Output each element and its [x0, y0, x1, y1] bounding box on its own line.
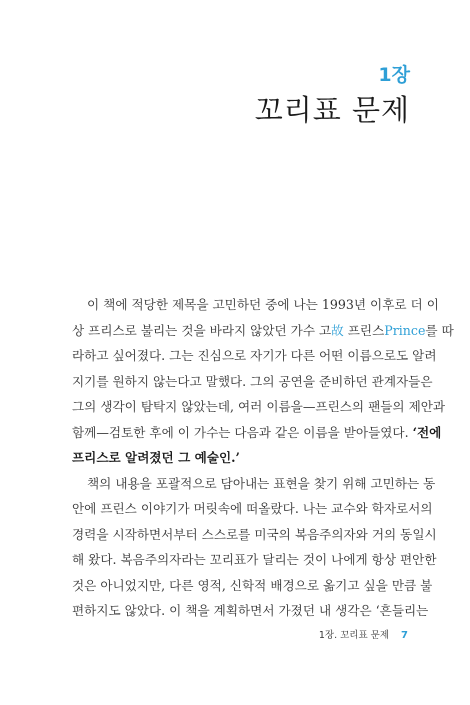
text-segment: 를 따	[425, 322, 454, 338]
text-line	[72, 420, 442, 446]
text-line: 경력을 시작하면서부터 스스로를 미국의 복음주의자와 거의 동일시	[72, 526, 437, 542]
text-line: 지기를 원하지 않는다고 말했다. 그의 공연을 준비하던 관계자들은	[72, 373, 433, 389]
text-line: 안에 프린스 이야기가 머릿속에 떠올랐다. 나는 교수와 학자로서의	[72, 501, 433, 516]
text-segment: 상 프리스로 불리는 것을 바라지 않았던 가수 고	[72, 322, 332, 338]
paragraph-2	[72, 471, 437, 624]
text-line: 편하지도 않았다. 이 책을 계획하면서 가졌던 내 생각은 ‘흔들리는	[72, 603, 429, 618]
latin-annotation: Prince	[384, 322, 426, 338]
hanja-annotation: 故	[331, 322, 344, 338]
paragraph-1	[72, 292, 454, 471]
text-line: 라하고 싶어졌다. 그는 진심으로 자기가 다른 어떤 이름으로도 알려	[72, 348, 437, 363]
text-line: 그의 생각이 탐탁지 않았는데, 여러 이름을—프린스의 팬들의 제안과	[72, 399, 446, 414]
page-number: 7	[401, 630, 408, 641]
text-line	[72, 445, 402, 471]
text-segment: 함께—검토한 후에 이 가수는 다음과 같은 이름을 받아들였다.	[72, 424, 413, 440]
text-line	[72, 318, 454, 344]
chapter-title: 꼬리표 문제	[254, 93, 410, 127]
text-line: 책의 내용을 포괄적으로 담아내는 표현을 찾기 위해 고민하는 동	[87, 475, 436, 491]
running-head: 1장. 꼬리표 문제	[318, 630, 390, 641]
text-line: 해 왔다. 복음주의자라는 꼬리표가 달리는 것이 나에게 항상 편안한	[72, 552, 437, 567]
emphasis-quote: 프리스로 알려졌던 그 예술인.’	[72, 450, 240, 465]
emphasis-quote: ‘전에	[412, 424, 442, 440]
text-line: 것은 아니었지만, 다른 영적, 신학적 배경으로 옮기고 싶을 만큼 불	[72, 577, 433, 593]
body-text	[72, 292, 454, 624]
text-line: 이 책에 적당한 제목을 고민하던 중에 나는 1993년 이후로 더 이	[87, 297, 439, 312]
text-segment: 프린스	[343, 322, 385, 338]
page-footer	[319, 627, 408, 641]
chapter-number: 1장	[378, 64, 410, 86]
